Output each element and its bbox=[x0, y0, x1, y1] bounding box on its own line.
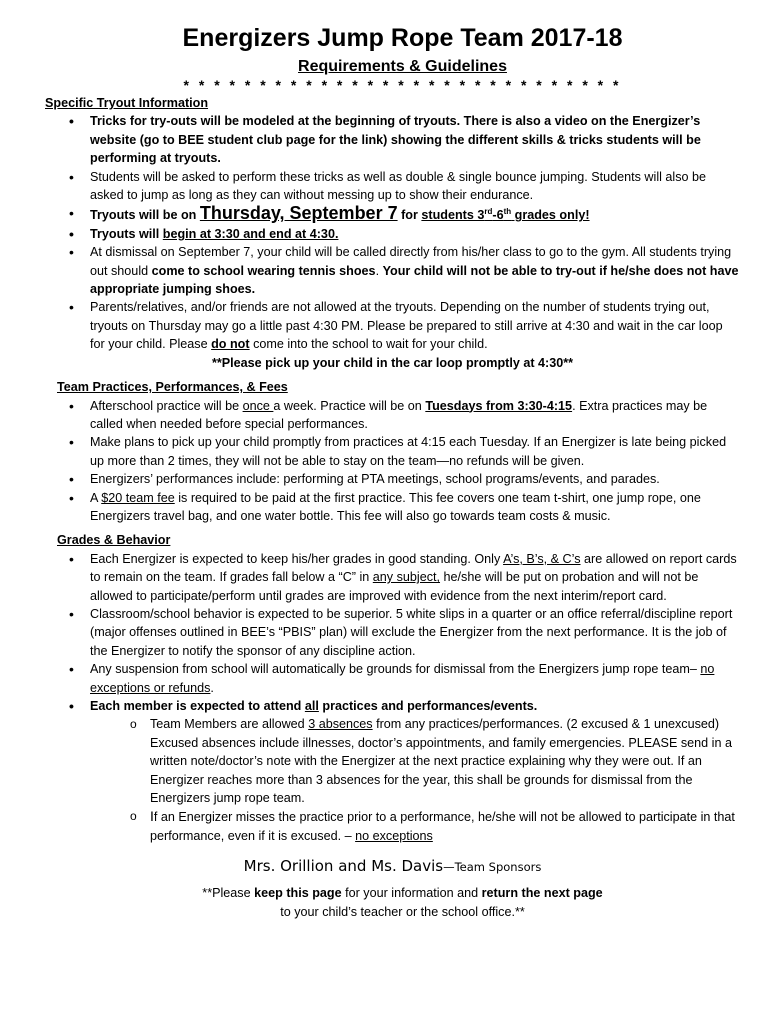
attendance-sublist bbox=[90, 715, 740, 845]
fee-text-c: is required to be paid at the first practice. This fee covers one team t-shirt, one jump rope, one Energizers travel bag, and one water bottle. This fee will also go towards team costs & music. bbox=[90, 490, 701, 523]
dismissal-text-d: Your child will not be able to try-out if he/she does not have appropriate jumping shoes. bbox=[90, 263, 739, 297]
tryout-item-dismissal bbox=[90, 243, 740, 298]
schedule-text-a: Afterschool practice will be bbox=[90, 398, 243, 413]
practice-item-schedule bbox=[90, 397, 740, 434]
tryout-item-skills: • Students will be asked to perform these tricks as well as double & single bounce jumping. Students will also be asked to jump as long as they can without messing up to show their endurance. bbox=[90, 168, 740, 205]
star-divider: * * * * * * * * * * * * * * * * * * * * * * * * * * * * * bbox=[183, 77, 622, 93]
footer-line-2: to your child’s teacher or the school office.** bbox=[280, 904, 525, 919]
standing-text-a: Each Energizer is expected to keep his/her grades in good standing. Only bbox=[90, 551, 504, 566]
tryout-date-pre: Tryouts will be on bbox=[90, 208, 200, 223]
suspension-text-b: no exceptions or refunds bbox=[90, 662, 715, 695]
standing-text-e: he/she will be put on probation and will not be allowed to participate/perform until grades are improved with evidence from the next interim/report card. bbox=[90, 570, 699, 603]
schedule-text-c: a week. Practice will be on bbox=[273, 398, 426, 413]
schedule-text-e: . Extra practices may be called when needed before special performances. bbox=[90, 398, 708, 431]
footer-text-a: **Please bbox=[202, 886, 255, 901]
missed-text-c: no exceptions bbox=[355, 828, 433, 843]
attendance-text-a: Each member is expected to attend bbox=[90, 699, 305, 713]
attendance-text-b: all bbox=[304, 699, 319, 713]
grades-item-standing bbox=[90, 550, 740, 605]
absences-text-a: Team Members are allowed bbox=[150, 717, 309, 732]
tryout-time-pre: Tryouts will bbox=[90, 226, 163, 241]
practices-heading: Team Practices, Performances, & Fees bbox=[57, 380, 288, 395]
parents-text-b: do not bbox=[211, 337, 250, 352]
practice-item-pickup: • Make plans to pick up your child promptly from practices at 4:15 each Tuesday. If an Energizer is late being picked up more than 2 times, they will not be able to stay on the team—no refunds will be given. bbox=[90, 433, 740, 470]
tryout-grades-c: grades only! bbox=[511, 208, 590, 223]
schedule-text-d: Tuesdays from 3:30-4:15 bbox=[425, 398, 573, 413]
tryout-list bbox=[45, 112, 740, 353]
attendance-subitem-missed bbox=[150, 807, 740, 845]
attendance-subitem-absences bbox=[150, 715, 740, 807]
standing-text-b: A’s, B’s, & C’s bbox=[503, 551, 581, 566]
tryout-grades-a: students 3 bbox=[421, 208, 485, 223]
footer-text-c: for your information and bbox=[341, 886, 482, 901]
standing-text-c: are allowed on report cards to remain on the team. If grades fall below a “C” in bbox=[90, 551, 737, 585]
tryout-date-mid: for bbox=[397, 208, 422, 223]
tryout-grades-b: -6 bbox=[492, 208, 504, 223]
tryout-item-date bbox=[90, 204, 740, 224]
dismissal-text-a: At dismissal on September 7, your child will be called directly from his/her class to go to the gym. All students trying out should bbox=[90, 245, 732, 278]
fee-text-b: $20 team fee bbox=[101, 490, 175, 505]
absences-text-b: 3 absences bbox=[308, 717, 373, 732]
missed-text-b: f an Energizer misses the practice prior to a performance, he/she will not be allowed to participate in that performance, even if it is excused. – bbox=[150, 810, 735, 843]
pickup-notice: **Please pick up your child in the car loop promptly at 4:30** bbox=[211, 355, 574, 370]
tryout-item-parents bbox=[90, 298, 740, 353]
footer-text-d: return the next page bbox=[481, 886, 603, 901]
tryout-date: Thursday, September 7 bbox=[199, 203, 398, 224]
tryout-item-tricks: • Tricks for try-outs will be modeled at the beginning of tryouts. There is also a video on the Energizer’s website (go to BEE student club page for the link) showing the different skills & tricks students will be performing at tryouts. bbox=[90, 112, 740, 167]
missed-text-a: I bbox=[150, 808, 154, 825]
sponsor-names: Mrs. Orillion and Ms. Davis bbox=[243, 857, 444, 876]
dismissal-text-b: come to school wearing tennis shoes bbox=[151, 263, 376, 278]
sponsors-line bbox=[45, 855, 740, 878]
tryout-grades-sup2: th bbox=[503, 207, 512, 217]
grades-item-suspension bbox=[90, 660, 740, 697]
tryout-item-time bbox=[90, 225, 740, 243]
document-subtitle: Requirements & Guidelines bbox=[298, 58, 507, 75]
tryout-grades-sup1: rd bbox=[484, 207, 493, 217]
parents-text-a: Parents/relatives, and/or friends are not allowed at the tryouts. Depending on the number of students trying out, tryouts on Thursday may go a little past 4:30 PM. Please be prepared to still arrive at 4:30 and wait in the car loop for your child. Please bbox=[90, 300, 723, 352]
footer-note bbox=[45, 884, 740, 921]
grades-heading: Grades & Behavior bbox=[57, 533, 171, 548]
tryout-heading: Specific Tryout Information bbox=[45, 96, 209, 110]
footer-text-b: keep this page bbox=[254, 886, 342, 901]
sponsor-role: —Team Sponsors bbox=[443, 860, 542, 875]
practice-item-fee bbox=[90, 489, 740, 526]
schedule-text-b: once bbox=[242, 398, 274, 413]
footer-line-1 bbox=[65, 884, 740, 902]
tryout-grades bbox=[421, 208, 589, 222]
parents-text-c: come into the school to wait for your child. bbox=[249, 337, 488, 352]
grades-list bbox=[45, 550, 740, 846]
suspension-text-c: . bbox=[210, 680, 214, 695]
suspension-text-a: Any suspension from school will automatically be grounds for dismissal from the Energizers jump rope team– bbox=[90, 662, 701, 677]
tryout-time: begin at 3:30 and end at 4:30. bbox=[162, 226, 339, 241]
dismissal-text-c: . bbox=[375, 263, 383, 278]
document-title: Energizers Jump Rope Team 2017-18 bbox=[182, 24, 623, 52]
standing-text-d: any subject, bbox=[372, 570, 441, 585]
absences-text-c: from any practices/performances. (2 excused & 1 unexcused) Excused absences include illnesses, doctor’s appointments, and family emergencies. PLEASE send in a written note/doctor’s note with the Energizer at the next practice explaining why they were out. If an Energizer reaches more than 3 absences for the year, this shall be grounds for dismissal from the Energizers jump rope team. bbox=[150, 717, 732, 806]
fee-text-a: A bbox=[90, 490, 102, 505]
practice-item-performances: • Energizers’ performances include: performing at PTA meetings, school programs/events, and parades. bbox=[90, 470, 740, 488]
attendance-text-c: practices and performances/events. bbox=[318, 699, 538, 713]
practices-list bbox=[45, 397, 740, 526]
grades-item-behavior: • Classroom/school behavior is expected to be superior. 5 white slips in a quarter or an office referral/discipline report (major offenses outlined in BEE’s “PBIS” plan) will exclude the Energizer from the next performance. It is the job of the Energizer to notify the sponsor of any discipline action. bbox=[90, 605, 740, 660]
grades-item-attendance bbox=[90, 697, 740, 845]
